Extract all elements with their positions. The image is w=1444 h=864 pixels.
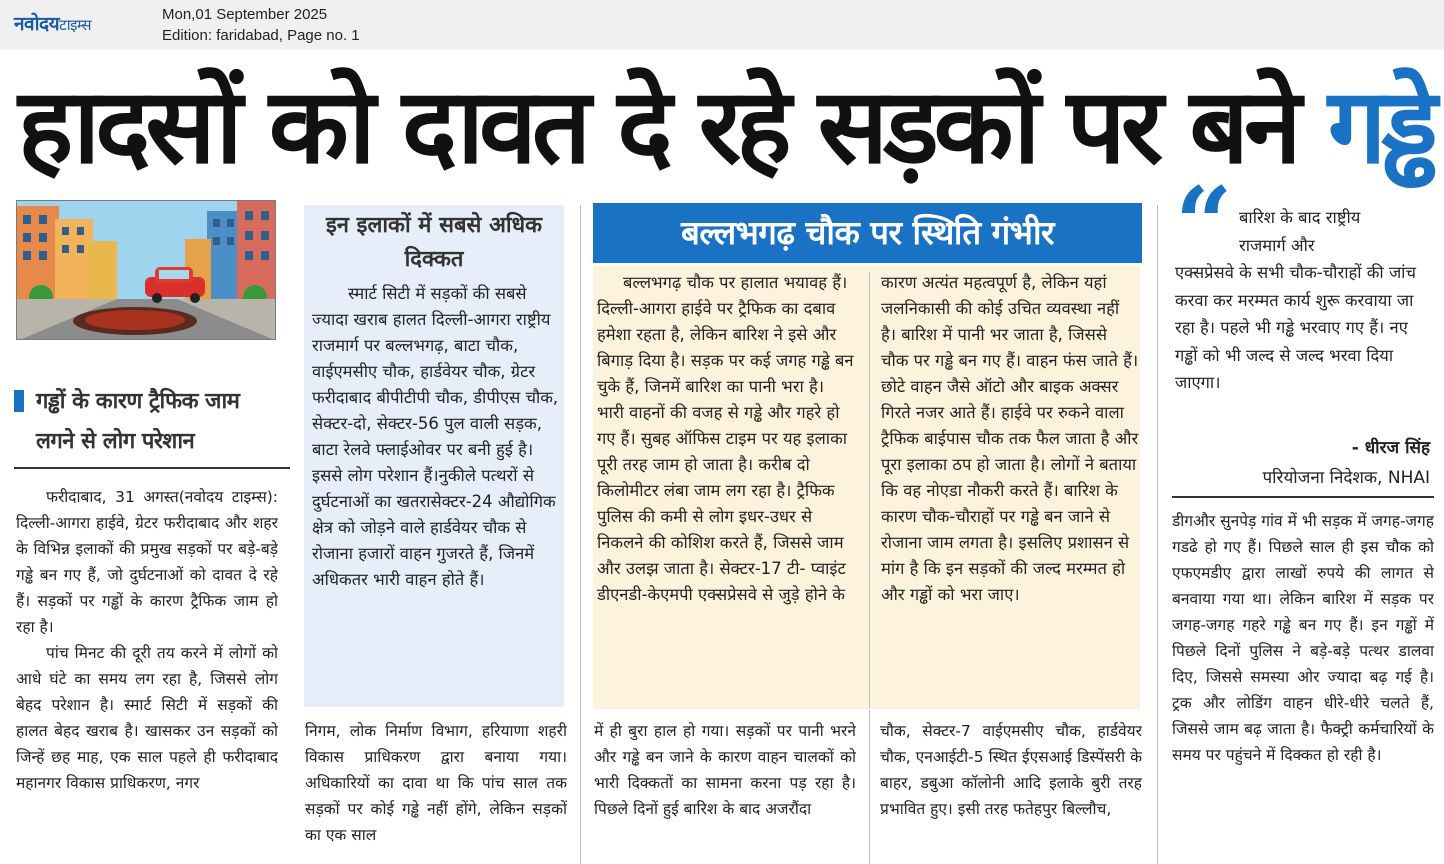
highlight-left-text: बल्लभगढ़ चौक पर हालात भयावह हैं। दिल्ली-आगरा हाईवे पर ट्रैफिक का दबाव हमेशा रहता है, लेकिन बारिश ने इसे और बिगाड़ दिया है। सड़क पर कई जगह गड्ढे बन चुके हैं, जिनमें बारिश का पानी भरा है। भारी वाहनों की वजह से गड्ढे और गहरे हो गए हैं। सुबह ऑफिस टाइम पर यह इलाका पूरी तरह जाम हो जाता है। करीब दो किलोमीटर लंबा जाम लग रहा है। ट्रैफिक पुलिस की कमी से लोग इधर-उधर से निकलने की कोशिश करते हैं, जिससे जाम और उलझ जाता है। सेक्टर-17 टी- प्वाइंट डीएनडी-केएमपी एक्सप्रेसवे से जुड़े होने के [597,273,854,604]
subhead-rule [14,467,290,469]
logo-sub: टाइम्स [59,16,91,34]
headline-main: हादसों को दावत दे रहे सड़कों पर बने [18,65,1297,187]
official-quote [1175,165,1435,496]
quote-line-a: बारिश के बाद राष्ट्रीय [1239,208,1361,227]
headline-accent: गड्ढे [1327,65,1433,187]
quote-author: - धीरज सिंह [1351,438,1430,458]
article-column-5 [1172,508,1434,864]
article-column-1 [16,484,278,864]
top-bar [0,0,1444,50]
subhead-marker [14,390,24,412]
sidebox-body [312,281,560,593]
quote-author-role: परियोजना निदेशक, NHAI [1262,468,1430,488]
highlight-box [593,266,1140,709]
col3-paragraph: में ही बुरा हाल हो गया। सड़कों पर पानी भरने और गड्ढे बन जाने के कारण वाहन चालकों को भारी दिक्कतों का सामना करना पड़ रहा है। पिछले दिनों हुई बारिश के बाद अजरौंदा [594,722,856,818]
edition-label: Edition: faridabad, Page no. 1 [162,27,360,44]
quote-line-b: राजमार्ग और [1239,235,1315,255]
sidebar-box [304,205,564,707]
highlight-left-column [597,270,855,608]
sub-headline [14,382,292,470]
highlight-divider [869,272,870,708]
issue-date: Mon,01 September 2025 [162,6,328,23]
section-banner: बल्लभगढ़ चौक पर स्थिति गंभीर [593,203,1142,263]
sidebox-paragraph: स्मार्ट सिटी में सड़कों की सबसे ज्यादा खराब हालत दिल्ली-आगरा राष्ट्रीय राजमार्ग पर बल्लभगढ़, बाटा चौक, वाईएमसीए चौक, हार्डवेयर चौक, ग्रेटर फरीदाबाद बीपीटीपी चौक, डीपीएस चौक, सेक्टर-दो, सेक्टर-56 पुल वाली सड़क, बाटा रेलवे फ्लाईओवर पर बनी हुई है। इससे लोग परेशान हैं।नुकीले पत्थरों से दुर्घटनाओं का खतरासेक्टर-24 औद्योगिक क्षेत्र को जोड़ने वाले हार्डवेयर चौक से रोजाना हजारों वाहन गुजरते हैं, जिनमें अधिकतर भारी वाहन होते हैं। [312,284,559,589]
col1-paragraph-1: फरीदाबाद, 31 अगस्त(नवोदय टाइम्स): दिल्ली-आगरा हाईवे, ग्रेटर फरीदाबाद और शहर के विभिन्न इलाकों की प्रमुख सड़कों पर बड़े-बड़े गड्ढे बन गए हैं, जो दुर्घटनाओं को दावत दे रहे हैं। सड़कों पर गड्ढों के कारण ट्रैफिक जाम हो रहा है। [16,488,278,636]
edition-info [162,4,360,46]
newspaper-logo[interactable] [14,10,91,36]
col5-paragraph: डीगऔर सुनपेड़ गांव में भी सड़क में जगह-जगह गडढे हो गए हैं। पिछले साल ही इस चौक को एफएमडीए द्वारा लाखों रुपये की लागत से बनवाया गया था। लेकिन बारिश में सड़क पर जगह-जगह गहरे गड्ढे बन गए हैं। इन गड्ढों में पिछले दिनों पुलिस ने बड़े-बड़े पत्थर डालवा दिए, जिससे समस्या ओर ज्यादा बढ़ गई है। ट्रक और लोडिंग वाहन धीरे-धीरे चलते हैं, जिससे जाम बढ़ जाता है। फैक्ट्री कर्मचारियों के समय पर पहुंचने में दिक्कत हो रही है। [1172,512,1434,764]
col2-paragraph: निगम, लोक निर्माण विभाग, हरियाणा शहरी विकास प्राधिकरण द्वारा बनाया गया। अधिकारियों का दावा था कि पांच साल तक सड़कों पर कोई गड्ढे नहीं होंगे, लेकिन सड़कों का एक साल [305,722,567,844]
quote-icon: “ [1175,165,1233,283]
quote-rule [1172,496,1434,498]
article-column-3 [594,718,856,864]
article-column-4 [880,718,1142,864]
highlight-right-column [881,270,1139,608]
column-divider-1 [580,205,581,864]
pothole-car-image [17,201,276,340]
col1-paragraph-2: पांच मिनट की दूरी तय करने में लोगों को आधे घंटे का समय लग रहा है, जिससे लोग बेहद परेशान है। स्मार्ट सिटी में सड़कों की हालत बेहद खराब है। खासकर उन सड़कों को जिन्हें छह माह, एक साल पहले ही फरीदाबाद महानगर विकास प्राधिकरण, नगर [16,644,278,792]
subhead-line-1: गड्ढों के कारण ट्रैफिक जाम [36,389,240,414]
column-divider-2 [869,710,870,864]
article-column-2 [305,718,567,864]
pothole-illustration [16,200,276,340]
quote-text [1175,204,1430,397]
highlight-right-text: कारण अत्यंत महत्वपूर्ण है, लेकिन यहां जलनिकासी की कोई उचित व्यवस्था नहीं है। बारिश में पानी भर जाता है, जिससे चौक पर गड्ढे बन गए हैं। वाहन फंस जाते हैं। छोटे वाहन जैसे ऑटो और बाइक अक्सर गिरते नजर आते हैं। हाईवे पर रुकने वाला ट्रैफिक बाईपास चौक तक फैल जाता है और पूरा इलाका ठप हो जाता है। लोगों ने बताया कि वह नोएडा नौकरी करते हैं। बारिश के कारण चौक-चौराहों पर गड्ढे बन जाने से रोजाना जाम लगता है। इसलिए प्रशासन से मांग है कि इन सड़कों की जल्द मरम्मत हो और गड्ढों को भरा जाए। [881,273,1139,604]
quote-body: एक्सप्रेसवे के सभी चौक-चौराहों की जांच करवा कर मरम्मत कार्य शुरू करवाया जा रहा है। पहले भी गड्ढे भरवाए गए हैं। नए गड्ढों को भी जल्द से जल्द भरवा दिया जाएगा। [1175,263,1416,392]
logo-main: नवोदय [14,13,60,35]
column-divider-3 [1157,205,1158,864]
sidebox-title: इन इलाकों में सबसे अधिक दिक्कत [325,213,543,272]
col4-paragraph: चौक, सेक्टर-7 वाईएमसीए चौक, हार्डवेयर चौक, एनआईटी-5 स्थित ईएसआई डिस्पेंसरी के बाहर, डबुआ कॉलोनी आदि इलाके बुरी तरह प्रभावित हुए। इसी तरह फतेहपुर बिल्लौच, [880,722,1142,818]
subhead-line-2: लगने से लोग परेशान [36,429,195,454]
